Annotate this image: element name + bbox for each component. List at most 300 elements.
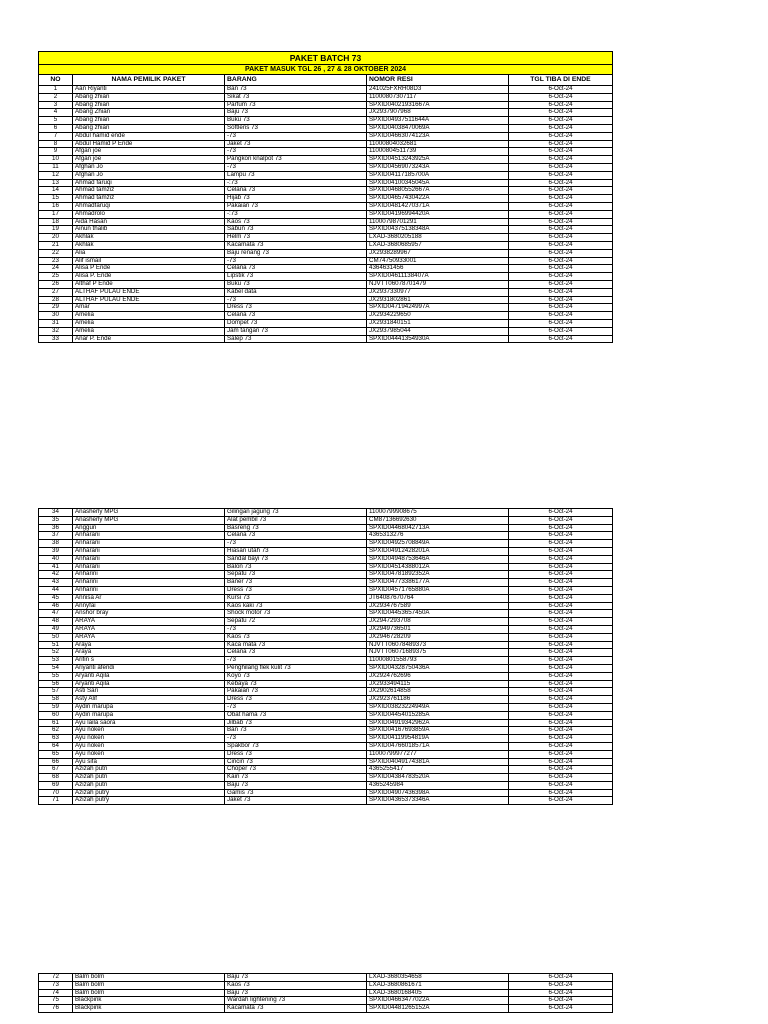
- row-resi: SPXID04365373346A: [367, 797, 509, 805]
- row-nama: Abang zhian: [73, 93, 225, 101]
- row-resi: JX2934767589: [367, 602, 509, 610]
- row-nama: Anshor bray: [73, 610, 225, 618]
- row-barang: Sabun 73: [225, 226, 367, 234]
- table-row: [39, 974, 613, 982]
- row-no: 20: [39, 234, 73, 242]
- row-nama: Aryanti Aqila: [73, 672, 225, 680]
- row-resi: JX2949736501: [367, 625, 509, 633]
- row-resi: JX2934229650: [367, 312, 509, 320]
- table-row: [39, 579, 613, 587]
- table-body: [39, 974, 613, 1013]
- row-nama: Alif ismail: [73, 257, 225, 265]
- table-row: [39, 156, 613, 164]
- row-barang: Buku 73: [225, 280, 367, 288]
- row-no: 63: [39, 735, 73, 743]
- row-resi: LXAD-3680205188: [367, 234, 509, 242]
- table-row: [39, 265, 613, 273]
- row-tgl: 6-Oct-24: [509, 997, 613, 1005]
- table-row: [39, 163, 613, 171]
- row-barang: Pakaian 73: [225, 202, 367, 210]
- row-barang: Kursi 73: [225, 594, 367, 602]
- row-barang: Sikat 73: [225, 93, 367, 101]
- table-row: [39, 86, 613, 94]
- row-tgl: 6-Oct-24: [509, 696, 613, 704]
- table-row: [39, 273, 613, 281]
- row-resi: JX2937907968: [367, 109, 509, 117]
- row-resi: SPXID04773386177A: [367, 579, 509, 587]
- row-no: 58: [39, 696, 73, 704]
- header-tgl: TGL TIBA DI ENDE: [509, 75, 613, 86]
- row-resi: JX2946728209: [367, 633, 509, 641]
- row-nama: Afgan joe: [73, 148, 225, 156]
- row-nama: Amar: [73, 304, 225, 312]
- row-resi: SPXID04814270371A: [367, 202, 509, 210]
- row-resi: SPXID04925708849A: [367, 540, 509, 548]
- row-nama: Ahmad tamziz: [73, 187, 225, 195]
- row-resi: LXAD-3680168405: [367, 989, 509, 997]
- table-title: PAKET BATCH 73: [39, 52, 613, 65]
- row-barang: Baju 73: [225, 781, 367, 789]
- row-no: 35: [39, 516, 73, 524]
- row-tgl: 6-Oct-24: [509, 586, 613, 594]
- row-no: 36: [39, 524, 73, 532]
- row-nama: Alisa P Ende: [73, 265, 225, 273]
- row-tgl: 6-Oct-24: [509, 124, 613, 132]
- row-resi: SPXID04167693859A: [367, 727, 509, 735]
- row-nama: Abdul hamid ende: [73, 132, 225, 140]
- row-resi: NJVTT06078701479: [367, 280, 509, 288]
- row-no: 75: [39, 997, 73, 1005]
- table-row: [39, 202, 613, 210]
- row-nama: Afghan Jo: [73, 171, 225, 179]
- row-tgl: 6-Oct-24: [509, 257, 613, 265]
- row-no: 64: [39, 742, 73, 750]
- row-tgl: 6-Oct-24: [509, 602, 613, 610]
- row-barang: Kaos 73: [225, 633, 367, 641]
- row-resi: SPXID04481265152A: [367, 1005, 509, 1013]
- row-tgl: 6-Oct-24: [509, 981, 613, 989]
- row-resi: 11000799908675: [367, 509, 509, 517]
- row-resi: SPXID04453657450A: [367, 610, 509, 618]
- table-row: [39, 296, 613, 304]
- row-nama: Aryanti Aqila: [73, 680, 225, 688]
- row-resi: SPXID04663477022A: [367, 997, 509, 1005]
- row-resi: JX2931840151: [367, 319, 509, 327]
- row-barang: Jaket 73: [225, 797, 367, 805]
- row-barang: Penghilang flek kulit 73: [225, 664, 367, 672]
- row-nama: Anasherly MPG: [73, 516, 225, 524]
- row-no: 14: [39, 187, 73, 195]
- row-barang: Celana 73: [225, 312, 367, 320]
- row-tgl: 6-Oct-24: [509, 187, 613, 195]
- row-resi: SPXID04119954819A: [367, 735, 509, 743]
- row-barang: Baner 73: [225, 579, 367, 587]
- row-barang: Salep 73: [225, 335, 367, 343]
- row-nama: Blackpink: [73, 1005, 225, 1013]
- table-row: [39, 797, 613, 805]
- table-row: [39, 226, 613, 234]
- row-nama: Afghan Jo: [73, 163, 225, 171]
- row-no: 47: [39, 610, 73, 618]
- row-nama: Ayu noken: [73, 742, 225, 750]
- table-row: [39, 101, 613, 109]
- row-nama: Anharani: [73, 540, 225, 548]
- row-nama: Azizah putri: [73, 766, 225, 774]
- row-barang: Softlens 73: [225, 124, 367, 132]
- row-nama: Annisa Ar: [73, 594, 225, 602]
- table-row: [39, 148, 613, 156]
- table-row: [39, 218, 613, 226]
- row-no: 12: [39, 171, 73, 179]
- row-barang: -73: [225, 540, 367, 548]
- row-tgl: 6-Oct-24: [509, 750, 613, 758]
- row-tgl: 6-Oct-24: [509, 265, 613, 273]
- table-row: [39, 241, 613, 249]
- row-tgl: 6-Oct-24: [509, 109, 613, 117]
- row-tgl: 6-Oct-24: [509, 680, 613, 688]
- table-row: [39, 210, 613, 218]
- row-resi: SPXID04569073243A: [367, 163, 509, 171]
- table-row: [39, 766, 613, 774]
- table-body: [39, 86, 613, 343]
- row-resi: SPXID04907436398A: [367, 789, 509, 797]
- row-tgl: 6-Oct-24: [509, 195, 613, 203]
- row-tgl: 6-Oct-24: [509, 1005, 613, 1013]
- row-no: 39: [39, 547, 73, 555]
- table-subtitle: PAKET MASUK TGL 26 , 27 & 28 OKTOBER 2024: [39, 65, 613, 75]
- row-tgl: 6-Oct-24: [509, 226, 613, 234]
- row-no: 42: [39, 571, 73, 579]
- row-no: 29: [39, 304, 73, 312]
- table-row: [39, 509, 613, 517]
- row-tgl: 6-Oct-24: [509, 547, 613, 555]
- row-nama: Balm bolm: [73, 974, 225, 982]
- table-body: [39, 509, 613, 805]
- table-row: [39, 742, 613, 750]
- row-barang: Shock motor 73: [225, 610, 367, 618]
- batch-table-page-3: [38, 973, 612, 1013]
- row-nama: Akhlak: [73, 241, 225, 249]
- row-resi: SPXID04454015285A: [367, 711, 509, 719]
- row-no: 59: [39, 703, 73, 711]
- row-nama: Amelia: [73, 319, 225, 327]
- row-resi: SPXID04513243925A: [367, 156, 509, 164]
- row-no: 27: [39, 288, 73, 296]
- row-tgl: 6-Oct-24: [509, 540, 613, 548]
- row-resi: SPXID04937511644A: [367, 117, 509, 125]
- row-resi: 11000804032681: [367, 140, 509, 148]
- row-barang: Lipstik 73: [225, 273, 367, 281]
- row-tgl: 6-Oct-24: [509, 509, 613, 517]
- table-row: [39, 610, 613, 618]
- row-barang: Celana 73: [225, 265, 367, 273]
- row-no: 71: [39, 797, 73, 805]
- row-no: 61: [39, 719, 73, 727]
- row-nama: Aida Hasan: [73, 218, 225, 226]
- row-no: 28: [39, 296, 73, 304]
- row-tgl: 6-Oct-24: [509, 516, 613, 524]
- row-barang: Kaca mata 73: [225, 641, 367, 649]
- row-tgl: 6-Oct-24: [509, 327, 613, 335]
- row-nama: Amelia: [73, 327, 225, 335]
- table-row: [39, 571, 613, 579]
- row-nama: Ahmad tamziz: [73, 195, 225, 203]
- row-nama: Ainun thalib: [73, 226, 225, 234]
- row-barang: -73: [225, 257, 367, 265]
- row-resi: SPXID04766018571A: [367, 742, 509, 750]
- table-row: [39, 335, 613, 343]
- row-no: 31: [39, 319, 73, 327]
- table-row: [39, 540, 613, 548]
- row-no: 21: [39, 241, 73, 249]
- table-row: [39, 696, 613, 704]
- table-row: [39, 249, 613, 257]
- row-resi: SPXID04441354930A: [367, 335, 509, 343]
- row-barang: -73: [225, 625, 367, 633]
- table-row: [39, 304, 613, 312]
- row-no: 9: [39, 148, 73, 156]
- row-tgl: 6-Oct-24: [509, 179, 613, 187]
- row-tgl: 6-Oct-24: [509, 101, 613, 109]
- row-barang: Dress 73: [225, 696, 367, 704]
- row-no: 37: [39, 532, 73, 540]
- row-tgl: 6-Oct-24: [509, 742, 613, 750]
- row-tgl: 6-Oct-24: [509, 789, 613, 797]
- row-barang: Alat pembil 73: [225, 516, 367, 524]
- row-no: 50: [39, 633, 73, 641]
- table-row: [39, 179, 613, 187]
- row-tgl: 6-Oct-24: [509, 571, 613, 579]
- row-nama: Abang Zhian: [73, 109, 225, 117]
- row-nama: Arifin s: [73, 657, 225, 665]
- row-tgl: 6-Oct-24: [509, 797, 613, 805]
- table-row: [39, 524, 613, 532]
- row-tgl: 6-Oct-24: [509, 312, 613, 320]
- row-no: 18: [39, 218, 73, 226]
- row-nama: Anharani: [73, 532, 225, 540]
- row-barang: Basreng 73: [225, 524, 367, 532]
- table-row: [39, 735, 613, 743]
- row-barang: Celana 73: [225, 187, 367, 195]
- table-row: [39, 618, 613, 626]
- row-barang: Celana 73: [225, 532, 367, 540]
- table-row: [39, 280, 613, 288]
- row-tgl: 6-Oct-24: [509, 171, 613, 179]
- row-resi: 11000801558793: [367, 657, 509, 665]
- table-row: [39, 288, 613, 296]
- row-no: 68: [39, 774, 73, 782]
- table-row: [39, 563, 613, 571]
- table-row: [39, 532, 613, 540]
- row-nama: Anggun: [73, 524, 225, 532]
- header-no: NO: [39, 75, 73, 86]
- header-barang: BARANG: [225, 75, 367, 86]
- row-no: 15: [39, 195, 73, 203]
- row-no: 8: [39, 140, 73, 148]
- row-tgl: 6-Oct-24: [509, 273, 613, 281]
- table-row: [39, 672, 613, 680]
- row-no: 24: [39, 265, 73, 273]
- row-barang: Baju 73: [225, 974, 367, 982]
- table-row: [39, 774, 613, 782]
- row-nama: Asty Alif: [73, 696, 225, 704]
- row-resi: SPXID04328750436A: [367, 664, 509, 672]
- row-no: 1: [39, 86, 73, 94]
- row-nama: Amelia: [73, 312, 225, 320]
- row-barang: -73: [225, 657, 367, 665]
- row-barang: Helm 73: [225, 234, 367, 242]
- row-no: 45: [39, 594, 73, 602]
- row-tgl: 6-Oct-24: [509, 579, 613, 587]
- table-row: [39, 711, 613, 719]
- row-nama: Araya: [73, 649, 225, 657]
- row-barang: Parfum 73: [225, 101, 367, 109]
- row-no: 74: [39, 989, 73, 997]
- row-nama: Abang zhian: [73, 101, 225, 109]
- row-barang: Kebaya 73: [225, 680, 367, 688]
- row-resi: LXAD-3680354658: [367, 974, 509, 982]
- row-nama: Anharani: [73, 547, 225, 555]
- table-row: [39, 789, 613, 797]
- row-barang: -73: [225, 148, 367, 156]
- row-barang: Dompet 73: [225, 319, 367, 327]
- row-no: 67: [39, 766, 73, 774]
- row-tgl: 6-Oct-24: [509, 288, 613, 296]
- row-tgl: 6-Oct-24: [509, 86, 613, 94]
- row-barang: Gilingan jagung 73: [225, 509, 367, 517]
- row-barang: Ban 73: [225, 727, 367, 735]
- table-row: [39, 132, 613, 140]
- row-nama: Alia: [73, 249, 225, 257]
- row-tgl: 6-Oct-24: [509, 610, 613, 618]
- row-barang: Wardah lightening 73: [225, 997, 367, 1005]
- row-resi: 11000804511739: [367, 148, 509, 156]
- row-no: 48: [39, 618, 73, 626]
- row-resi: JX2938289967: [367, 249, 509, 257]
- row-resi: SPXID04781892352A: [367, 571, 509, 579]
- row-nama: Abang zhian: [73, 117, 225, 125]
- table-row: [39, 997, 613, 1005]
- row-resi: 11000799977277: [367, 750, 509, 758]
- table-row: [39, 703, 613, 711]
- row-tgl: 6-Oct-24: [509, 727, 613, 735]
- row-no: 60: [39, 711, 73, 719]
- row-nama: Alisa P. Ende: [73, 273, 225, 281]
- row-tgl: 6-Oct-24: [509, 688, 613, 696]
- row-no: 16: [39, 202, 73, 210]
- row-nama: Althaf P Ende: [73, 280, 225, 288]
- row-no: 11: [39, 163, 73, 171]
- row-barang: Kabel data: [225, 288, 367, 296]
- row-resi: SPXID04663074123A: [367, 132, 509, 140]
- row-barang: Balon 73: [225, 563, 367, 571]
- table-row: [39, 312, 613, 320]
- row-no: 22: [39, 249, 73, 257]
- table-row: [39, 664, 613, 672]
- row-tgl: 6-Oct-24: [509, 280, 613, 288]
- row-no: 26: [39, 280, 73, 288]
- row-no: 33: [39, 335, 73, 343]
- row-barang: -:73: [225, 179, 367, 187]
- row-resi: CM74750933001: [367, 257, 509, 265]
- row-no: 65: [39, 750, 73, 758]
- row-resi: JX2947293708: [367, 618, 509, 626]
- row-barang: Sepatu 72: [225, 618, 367, 626]
- row-no: 73: [39, 981, 73, 989]
- row-nama: Azizah putri: [73, 774, 225, 782]
- row-resi: CM87136692630: [367, 516, 509, 524]
- row-no: 57: [39, 688, 73, 696]
- row-tgl: 6-Oct-24: [509, 532, 613, 540]
- row-barang: Jilbab 73: [225, 719, 367, 727]
- row-barang: Choper 73: [225, 766, 367, 774]
- table-row: [39, 109, 613, 117]
- table-row: [39, 981, 613, 989]
- row-tgl: 6-Oct-24: [509, 524, 613, 532]
- row-resi: SPXID04468042713A: [367, 524, 509, 532]
- row-nama: Araya: [73, 641, 225, 649]
- row-tgl: 6-Oct-24: [509, 132, 613, 140]
- row-no: 7: [39, 132, 73, 140]
- row-resi: SPXID04375138348A: [367, 226, 509, 234]
- row-tgl: 6-Oct-24: [509, 117, 613, 125]
- row-no: 49: [39, 625, 73, 633]
- row-no: 3: [39, 101, 73, 109]
- row-tgl: 6-Oct-24: [509, 641, 613, 649]
- table-row: [39, 641, 613, 649]
- table-row: [39, 124, 613, 132]
- row-tgl: 6-Oct-24: [509, 719, 613, 727]
- row-barang: Baju renang 73: [225, 249, 367, 257]
- row-tgl: 6-Oct-24: [509, 974, 613, 982]
- row-nama: Ayu noken: [73, 750, 225, 758]
- row-nama: Aydin marupa: [73, 711, 225, 719]
- row-resi: SPXID04912428201A: [367, 547, 509, 555]
- table-row: [39, 719, 613, 727]
- table-row: [39, 234, 613, 242]
- row-resi: JX2931802861: [367, 296, 509, 304]
- row-no: 41: [39, 563, 73, 571]
- row-tgl: 6-Oct-24: [509, 664, 613, 672]
- row-nama: Akhlak: [73, 234, 225, 242]
- row-no: 38: [39, 540, 73, 548]
- row-nama: Azizah putry: [73, 789, 225, 797]
- row-nama: Afgan joe: [73, 156, 225, 164]
- table-row: [39, 187, 613, 195]
- row-nama: Abang zhian: [73, 124, 225, 132]
- header-resi: NOMOR RESI: [367, 75, 509, 86]
- table-row: [39, 327, 613, 335]
- row-no: 52: [39, 649, 73, 657]
- row-resi: SPXID04100345045A: [367, 179, 509, 187]
- row-tgl: 6-Oct-24: [509, 657, 613, 665]
- row-barang: Kaos kaki 73: [225, 602, 367, 610]
- row-resi: SPXID04719424997A: [367, 304, 509, 312]
- table-row: [39, 257, 613, 265]
- row-no: 56: [39, 680, 73, 688]
- row-tgl: 6-Oct-24: [509, 633, 613, 641]
- row-barang: Sepatu 73: [225, 571, 367, 579]
- row-barang: Buku 73: [225, 117, 367, 125]
- table-row: [39, 657, 613, 665]
- row-tgl: 6-Oct-24: [509, 319, 613, 327]
- row-resi: JX2937330977: [367, 288, 509, 296]
- row-resi: SPXID04384783520A: [367, 774, 509, 782]
- row-barang: Dress 73: [225, 750, 367, 758]
- row-barang: Dress 73: [225, 304, 367, 312]
- row-barang: -:73: [225, 210, 367, 218]
- table-row: [39, 781, 613, 789]
